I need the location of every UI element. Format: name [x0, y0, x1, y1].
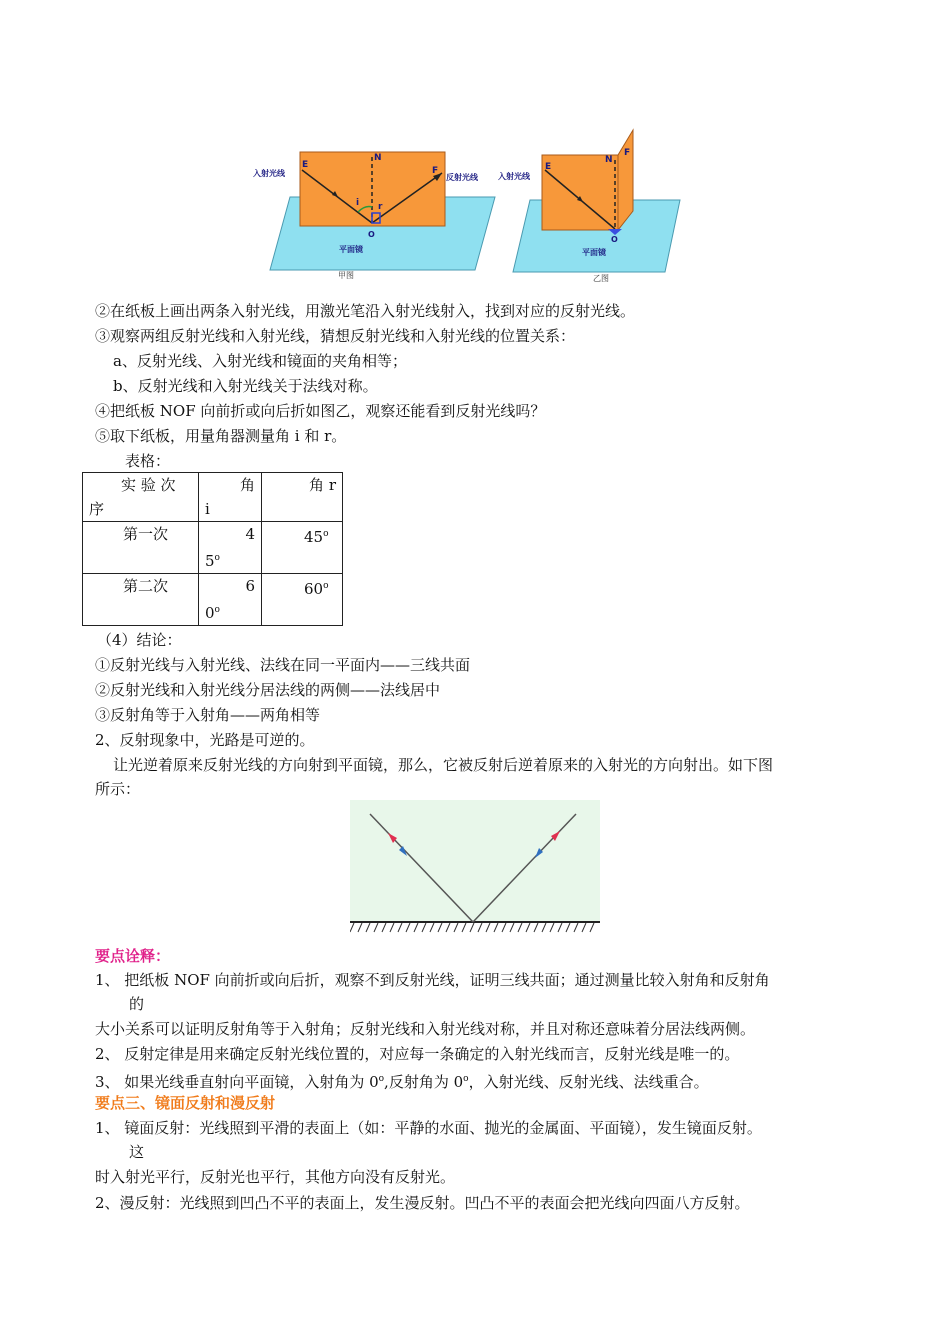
mirror-label: 平面镜 [582, 248, 606, 257]
key-point-3-a: 3、 如果光线垂直射向平面镜，入射角为 0 [95, 1073, 379, 1091]
key-point-3 [95, 1069, 709, 1092]
header-angle-i-1: 角 [239, 476, 255, 494]
section3-point-1-wrap: 这 [129, 1143, 145, 1161]
mirror-label: 平面镜 [339, 245, 363, 254]
key-point-2: 2、 反射定律是用来确定反射光线位置的，对应每一条确定的入射光线而言，反射光线是唯一的。 [95, 1045, 740, 1063]
degree-mark: o [323, 529, 329, 539]
label-N: N [605, 155, 613, 165]
label-i: i [356, 198, 360, 208]
incident-label: 入射光线 [253, 169, 285, 178]
conclusion-item: ②反射光线和入射光线分居法线的两侧——法线居中 [95, 681, 441, 699]
figure-jia [250, 145, 500, 285]
section3-point-1: 1、 镜面反射：光线照到平滑的表面上（如：平静的水面、抛光的金属面、平面镜），发生镜面反射。 [95, 1119, 762, 1137]
label-r: r [378, 202, 383, 212]
cell-i-top: 4 [245, 525, 255, 543]
step-3: ③观察两组反射光线和入射光线，猜想反射光线和入射光线的位置关系： [95, 327, 576, 345]
conclusion-item: ①反射光线与入射光线、法线在同一平面内——三线共面 [95, 656, 471, 674]
step-5: ⑤取下纸板，用量角器测量角 i 和 r。 [95, 427, 347, 445]
table-row [83, 522, 343, 574]
label-O: O [368, 230, 375, 239]
cell-r: 45 [304, 528, 324, 546]
row-label: 第一次 [83, 522, 199, 574]
label-N: N [374, 153, 382, 163]
header-order-1: 实 验 次 [121, 476, 176, 494]
degree-mark: o [463, 1074, 469, 1084]
cell-i-top: 6 [245, 577, 255, 595]
figure-background [350, 800, 600, 922]
guess-b: b、反射光线和入射光线关于法线对称。 [113, 377, 378, 395]
figure-yi [495, 125, 695, 285]
key-points-heading: 要点诠释： [95, 947, 171, 965]
key-point-3-c: ，入射光线、反射光线、法线重合。 [468, 1073, 709, 1091]
reversible-title: 2、反射现象中，光路是可逆的。 [95, 731, 315, 749]
table-row [83, 473, 343, 522]
caption: 乙图 [593, 274, 609, 283]
guess-a: a、反射光线、入射光线和镜面的夹角相等； [113, 352, 407, 370]
header-order-2: 序 [89, 500, 105, 518]
reversible-text: 让光逆着原来反射光线的方向射到平面镜，那么，它被反射后逆着原来的入射光的方向射出。如下图 [113, 756, 774, 774]
step-2: ②在纸板上画出两条入射光线，用激光笔沿入射光线射入，找到对应的反射光线。 [95, 302, 636, 320]
label-F: F [624, 148, 631, 158]
label-E: E [302, 160, 309, 170]
label-E: E [545, 162, 552, 172]
cell-i-bottom: 0 [205, 604, 215, 622]
reversibility-figure [350, 800, 600, 935]
caption: 甲图 [338, 271, 354, 280]
conclusion-item: ③反射角等于入射角——两角相等 [95, 706, 321, 724]
key-point-3-b: ,反射角为 0 [384, 1073, 464, 1091]
cell-i-bottom: 5 [205, 552, 215, 570]
key-point-1: 1、 把纸板 NOF 向前折或向后折，观察不到反射光线，证明三线共面；通过测量比较入射角和反射角 [95, 971, 770, 989]
reversible-text-cont: 所示： [95, 780, 141, 798]
label-O: O [611, 235, 618, 244]
paper-board [542, 155, 618, 230]
degree-mark: o [323, 581, 329, 591]
row-label: 第二次 [83, 574, 199, 626]
degree-mark: o [378, 1074, 385, 1084]
mirror-hatching [350, 923, 594, 932]
label-F: F [432, 166, 439, 176]
table-row [83, 574, 343, 626]
degree-mark: o [214, 605, 220, 615]
experiment-table [82, 472, 343, 626]
key-point-1-cont: 大小关系可以证明反射角等于入射角；反射光线和入射光线对称，并且对称还意味着分居法线两侧。 [95, 1020, 756, 1038]
key-point-1-wrap: 的 [129, 995, 145, 1013]
table-caption: 表格： [125, 452, 171, 470]
step-4: ④把纸板 NOF 向前折或向后折如图乙，观察还能看到反射光线吗？ [95, 402, 546, 420]
cell-r: 60 [304, 580, 324, 598]
reflected-label: 反射光线 [446, 173, 478, 182]
header-angle-i-2: i [205, 500, 210, 518]
header-angle-r: 角 r [262, 473, 343, 522]
section3-point-1-cont: 时入射光平行，反射光也平行，其他方向没有反射光。 [95, 1168, 456, 1186]
section3-heading: 要点三、镜面反射和漫反射 [95, 1094, 276, 1112]
section3-point-2: 2、漫反射：光线照到凹凸不平的表面上，发生漫反射。凹凸不平的表面会把光线向四面八方反射。 [95, 1194, 750, 1212]
degree-mark: o [214, 553, 220, 563]
conclusion-heading: （4）结论： [97, 631, 182, 649]
incident-label: 入射光线 [498, 172, 530, 181]
